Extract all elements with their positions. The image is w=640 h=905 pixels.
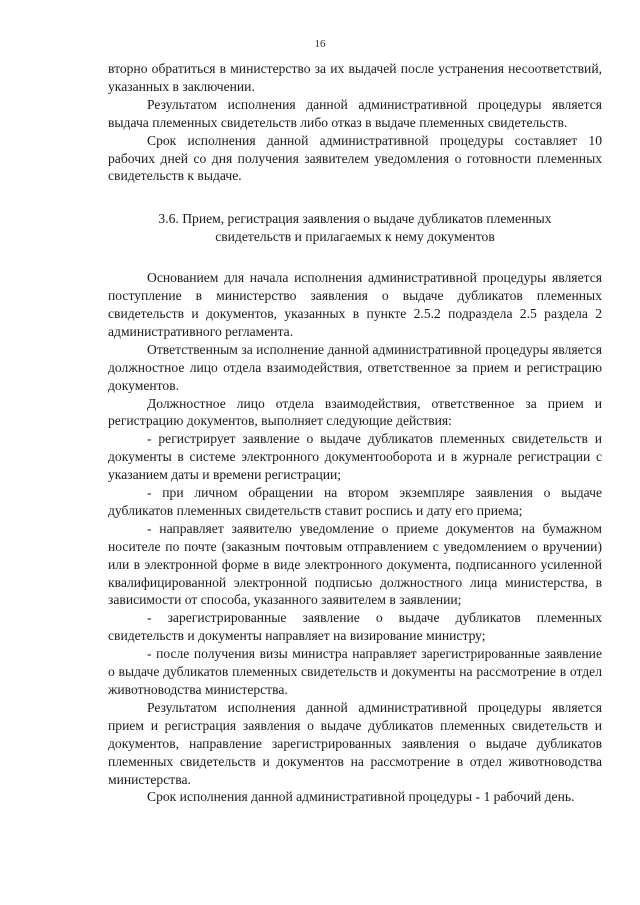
document-body	[108, 60, 602, 806]
page-number: 16	[314, 38, 326, 50]
paragraph: Ответственным за исполнение данной административной процедуры является должностное лицо отдела взаимодействия, ответственное за прием и регистрацию документов.	[108, 341, 602, 393]
section-heading-line: свидетельств и прилагаемых к нему документов	[215, 229, 495, 245]
list-item: - направляет заявителю уведомление о приеме документов на бумажном носителе по почте (заказным почтовым отправлением с уведомлением о вручении) или в электронной форме в виде электронного документа, подписанного усиленной квалифицированной электронной подписью должностного лица министерства, в зависимости от способа, указанного заявителем в заявлении;	[108, 520, 602, 608]
paragraph: Срок исполнения данной административной процедуры составляет 10 рабочих дней со дня получения заявителем уведомления о готовности племенных свидетельств к выдаче.	[108, 132, 602, 184]
list-item: - зарегистрированные заявление о выдаче дубликатов племенных свидетельств и документы направляет на визирование министру;	[108, 610, 602, 644]
list-item: - при личном обращении на втором экземпляре заявления о выдаче дубликатов племенных свидетельств ставит роспись и дату его приема;	[108, 485, 602, 518]
section-heading-line: 3.6. Прием, регистрация заявления о выдаче дубликатов племенных	[158, 211, 552, 227]
paragraph: Срок исполнения данной административной процедуры - 1 рабочий день.	[147, 789, 575, 805]
paragraph: Результатом исполнения данной административной процедуры является выдача племенных свидетельств либо отказ в выдаче племенных свидетельств.	[108, 96, 602, 130]
paragraph: Основанием для начала исполнения административной процедуры является поступление в министерство заявления о выдаче дубликатов племенных свидетельств и документов, указанных в пункте 2.5.2 подраздела 2.5 раздела 2 административного регламента.	[108, 270, 602, 339]
section-heading	[108, 210, 602, 246]
list-item: - после получения визы министра направляет зарегистрированные заявление о выдаче дубликатов племенных свидетельств и документы на рассмотрение в отдел животноводства министерства.	[108, 646, 602, 697]
list-item: - регистрирует заявление о выдаче дубликатов племенных свидетельств и документы в системе электронного документооборота и в журнале регистрации с указанием даты и времени регистрации;	[108, 431, 602, 483]
paragraph: Результатом исполнения данной административной процедуры является прием и регистрация заявления о выдаче дубликатов племенных свидетельств и документов, направление зарегистрированных заявления о выдаче дубликатов племенных свидетельств и документов на рассмотрение в отдел животноводства министерства.	[108, 699, 602, 787]
paragraph: Должностное лицо отдела взаимодействия, ответственное за прием и регистрацию документов, выполняет следующие действия:	[108, 395, 602, 429]
paragraph: вторно обратиться в министерство за их выдачей после устранения несоответствий, указанных в заключении.	[108, 61, 602, 94]
